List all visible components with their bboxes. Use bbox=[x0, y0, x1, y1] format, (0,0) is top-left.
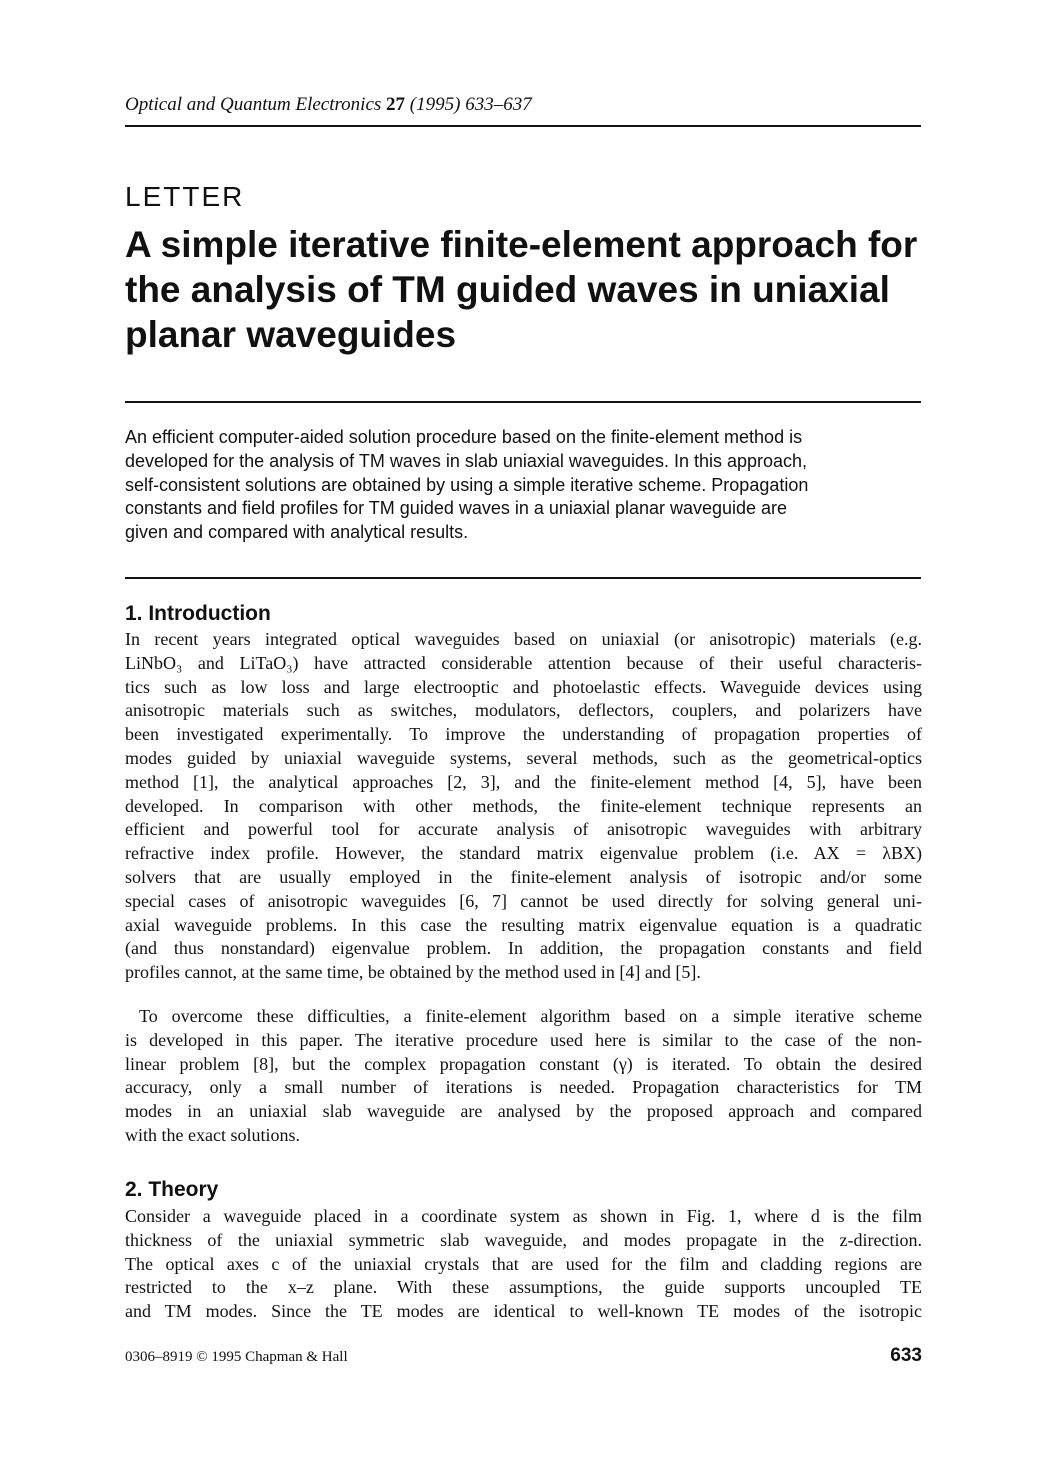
article-title bbox=[125, 222, 935, 357]
text-line: special cases of anisotropic waveguides [6, 7] cannot be used directly for solving general uni- bbox=[125, 890, 922, 911]
abstract-bottom-rule bbox=[125, 577, 921, 579]
text-line: thickness of the uniaxial symmetric slab waveguide, and modes propagate in the z-direction. bbox=[125, 1229, 922, 1250]
text-line: developed. In comparison with other methods, the finite-element technique represents an bbox=[125, 795, 922, 816]
text-line: To overcome these difficulties, a finite-element algorithm based on a simple iterative scheme bbox=[139, 1006, 922, 1026]
page-number: 633 bbox=[890, 1345, 922, 1366]
text-line: with the exact solutions. bbox=[125, 1124, 300, 1145]
journal-header bbox=[125, 93, 532, 117]
text-line: accuracy, only a small number of iterations is needed. Propagation characteristics for TM bbox=[125, 1077, 922, 1098]
journal-volume: 27 bbox=[386, 94, 406, 115]
text-line: profiles cannot, at the same time, be obtained by the method used in [4] and [5]. bbox=[125, 962, 701, 983]
footer-copyright: 0306–8919 © 1995 Chapman & Hall bbox=[125, 1349, 348, 1365]
journal-name: Optical and Quantum Electronics bbox=[125, 94, 382, 115]
header-rule bbox=[125, 125, 921, 127]
abstract-top-rule bbox=[125, 401, 921, 403]
section-heading-theory: 2. Theory bbox=[125, 1178, 219, 1201]
text-line: and TM modes. Since the TE modes are identical to well-known TE modes of the isotropic bbox=[125, 1301, 922, 1322]
title-line: the analysis of TM guided waves in uniaxial bbox=[125, 269, 890, 310]
text-line: LiNbO₃ and LiTaO₃) have attracted considerable attention because of their useful characteris- bbox=[125, 652, 922, 673]
introduction-paragraph-2 bbox=[125, 1005, 922, 1148]
abstract-line: given and compared with analytical results. bbox=[125, 522, 469, 543]
text-line: (and thus nonstandard) eigenvalue problem. In addition, the propagation constants and field bbox=[125, 938, 922, 959]
text-line: The optical axes c of the uniaxial crystals that are used for the film and cladding regions are bbox=[125, 1253, 922, 1274]
text-line: tics such as low loss and large electrooptic and photoelastic effects. Waveguide devices using bbox=[125, 676, 922, 697]
text-line: efficient and powerful tool for accurate analysis of anisotropic waveguides with arbitrary bbox=[125, 819, 922, 840]
text-line: restricted to the x–z plane. With these assumptions, the guide supports uncoupled TE bbox=[125, 1277, 922, 1298]
text-line: linear problem [8], but the complex propagation constant (γ) is iterated. To obtain the desired bbox=[125, 1053, 922, 1074]
text-line: anisotropic materials such as switches, modulators, deflectors, couplers, and polarizers have bbox=[125, 700, 922, 721]
section-heading-introduction: 1. Introduction bbox=[125, 602, 271, 625]
text-line: axial waveguide problems. In this case the resulting matrix eigenvalue equation is a quadratic bbox=[125, 914, 922, 935]
text-line: been investigated experimentally. To improve the understanding of propagation properties of bbox=[125, 724, 922, 745]
introduction-paragraph-1 bbox=[125, 628, 922, 985]
text-line: Consider a waveguide placed in a coordinate system as shown in Fig. 1, where d is the film bbox=[125, 1206, 922, 1226]
text-line: In recent years integrated optical waveguides based on uniaxial (or anisotropic) materials (e.g. bbox=[125, 629, 922, 649]
text-line: method [1], the analytical approaches [2, 3], and the finite-element method [4, 5], have been bbox=[125, 771, 922, 792]
text-line: is developed in this paper. The iterative procedure used here is similar to the case of the non- bbox=[125, 1029, 922, 1050]
title-line: planar waveguides bbox=[125, 314, 457, 355]
title-line: A simple iterative finite-element approach for bbox=[125, 224, 918, 265]
theory-paragraph-1 bbox=[125, 1205, 922, 1324]
abstract-line: self-consistent solutions are obtained by using a simple iterative scheme. Propagation bbox=[125, 474, 809, 495]
abstract-line: developed for the analysis of TM waves in slab uniaxial waveguides. In this approach, bbox=[125, 450, 808, 471]
journal-year-pages: (1995) 633–637 bbox=[409, 94, 532, 115]
text-line: refractive index profile. However, the standard matrix eigenvalue problem (i.e. AX = λBX) bbox=[125, 843, 922, 864]
text-line: modes guided by uniaxial waveguide systems, several methods, such as the geometrical-optics bbox=[125, 747, 922, 768]
abstract-line: constants and field profiles for TM guided waves in a uniaxial planar waveguide are bbox=[125, 498, 788, 519]
article-kind: LETTER bbox=[125, 181, 245, 212]
text-line: modes in an uniaxial slab waveguide are analysed by the proposed approach and compared bbox=[125, 1101, 922, 1122]
abstract bbox=[125, 426, 925, 545]
abstract-line: An efficient computer-aided solution procedure based on the finite-element method is bbox=[125, 427, 803, 447]
text-line: solvers that are usually employed in the finite-element analysis of isotropic and/or some bbox=[125, 866, 922, 887]
